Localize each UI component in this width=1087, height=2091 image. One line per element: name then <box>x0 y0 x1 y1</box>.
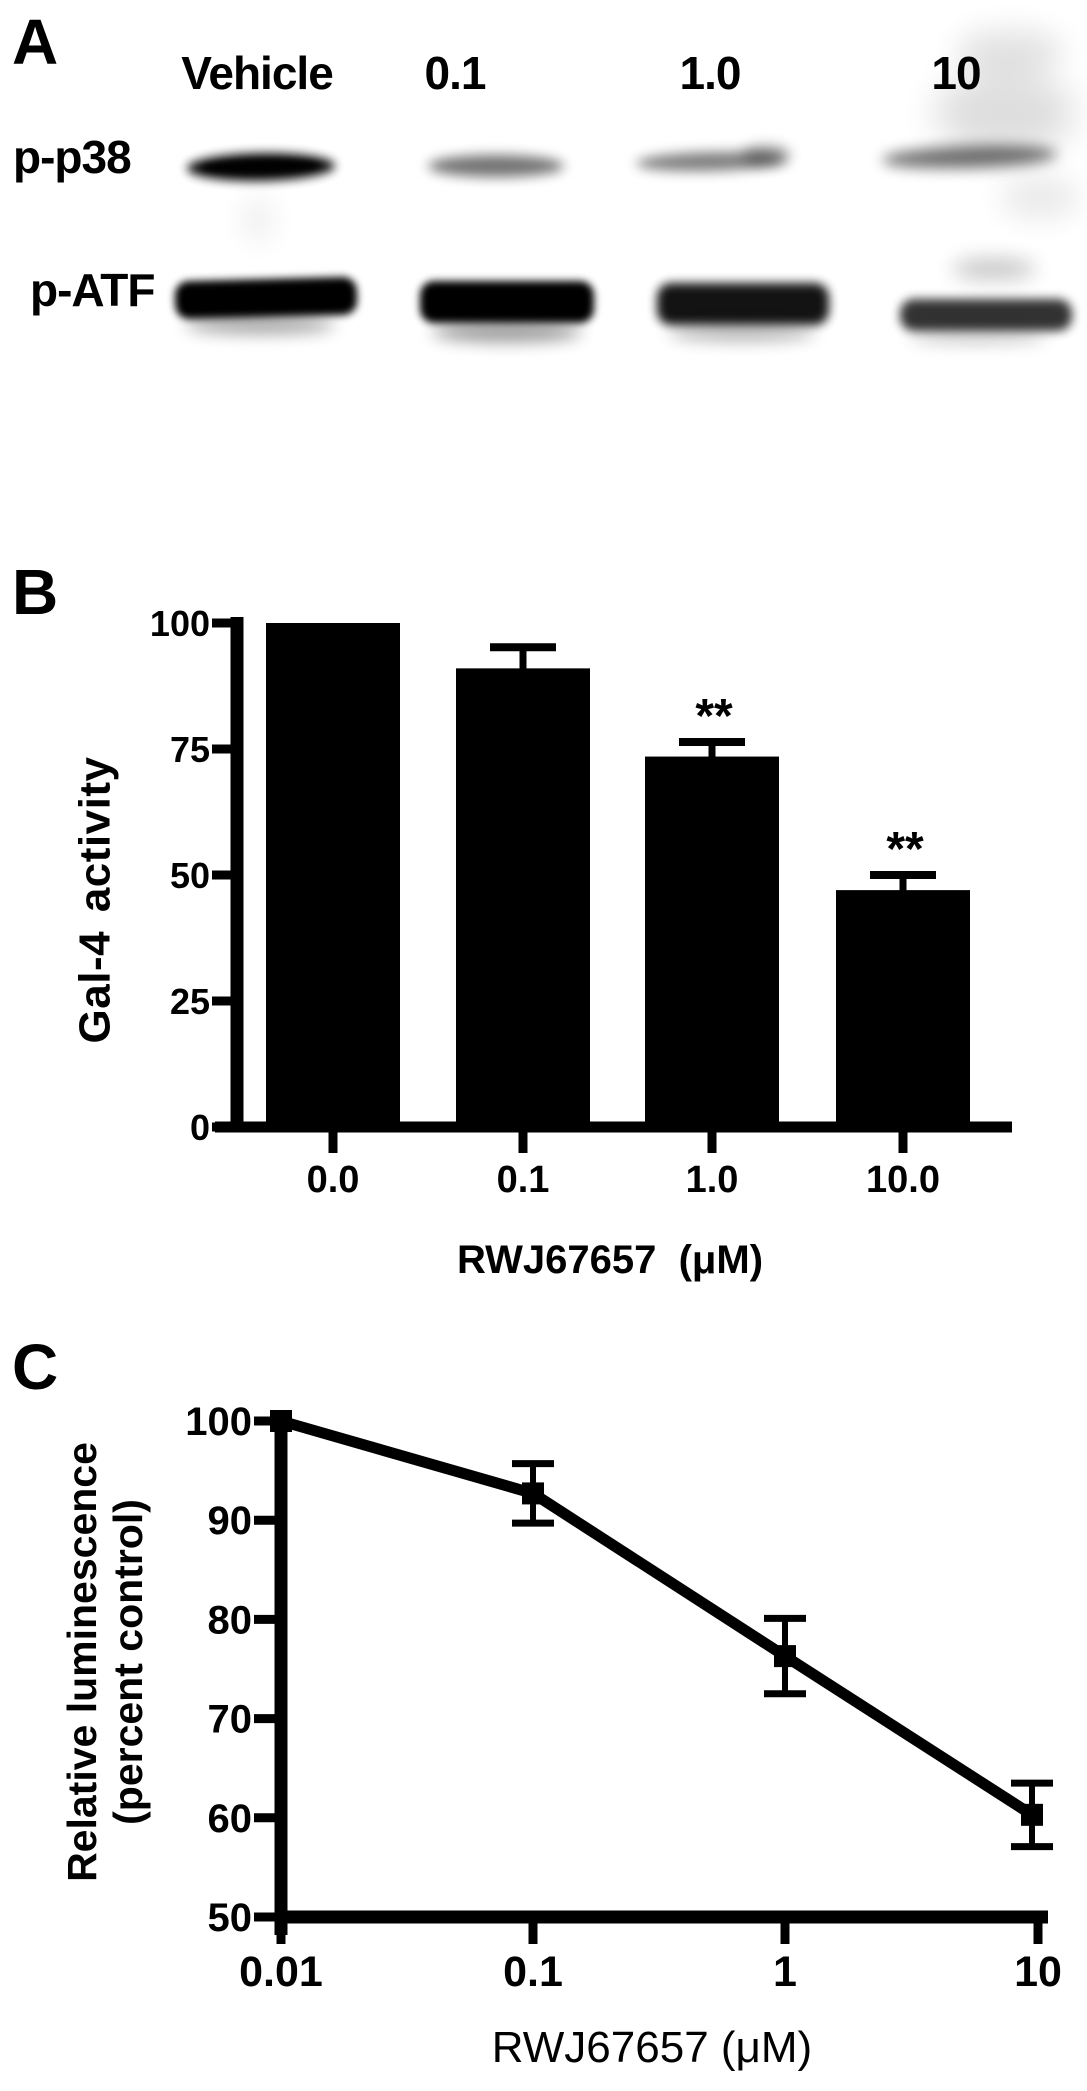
c-x-axis-title: RWJ67657 (μM) <box>491 2023 813 2072</box>
bar-1.0 <box>645 757 779 1130</box>
significance-marker: ** <box>886 823 924 876</box>
b-x-axis-title: RWJ67657 (μM) <box>456 1238 764 1282</box>
panel-b-y-axis-title: Gal-4 activity <box>70 756 120 1044</box>
panel-c-letter: C <box>12 1331 59 1403</box>
c-data-point-0.01 <box>270 1410 292 1432</box>
c-data-point-10 <box>1021 1804 1043 1826</box>
b-x-tick-label: 10.0 <box>866 1159 940 1201</box>
c-y-tick-label: 60 <box>207 1796 252 1841</box>
c-y-tick-label: 50 <box>207 1896 252 1940</box>
c-data-point-1 <box>774 1645 796 1667</box>
lane-label-0-1: 0.1 <box>424 47 486 99</box>
b-y-tick-label: 100 <box>149 603 210 644</box>
c-x-tick-label: 0.1 <box>503 1948 563 1996</box>
panel-b-letter: B <box>12 556 59 628</box>
c-y-tick-label: 100 <box>185 1400 252 1444</box>
row-label-p-p38: p-p38 <box>13 131 131 183</box>
c-data-line <box>281 1421 1032 1815</box>
c-x-tick-label: 1 <box>773 1948 797 1996</box>
b-x-tick-label: 0.0 <box>306 1159 360 1201</box>
c-x-tick-label: 0.01 <box>239 1948 323 1996</box>
bar-10.0 <box>836 890 970 1130</box>
panel-c-y-axis-title-line1: Relative luminescence <box>59 1442 106 1882</box>
significance-marker: ** <box>695 689 733 743</box>
b-y-tick-label: 25 <box>169 981 210 1022</box>
lane-label-1-0: 1.0 <box>679 47 741 99</box>
b-x-tick-label: 1.0 <box>685 1159 739 1201</box>
bar-0.1 <box>456 668 590 1130</box>
c-y-tick-label: 70 <box>207 1697 252 1742</box>
row-label-p-ATF: p-ATF <box>30 264 155 316</box>
b-y-tick-label: 0 <box>189 1107 210 1148</box>
lane-label-vehicle: Vehicle <box>181 47 333 99</box>
panel-c-y-axis-title-line2: (percent control) <box>105 1499 151 1825</box>
b-y-tick-label: 75 <box>169 729 210 770</box>
b-y-tick-label: 50 <box>169 855 210 896</box>
lane-label-10: 10 <box>931 47 981 99</box>
bar-0.0 <box>266 623 400 1130</box>
c-y-tick-label: 90 <box>207 1499 252 1544</box>
c-data-point-0.1 <box>522 1482 544 1504</box>
c-x-tick-label: 10 <box>1014 1948 1062 1996</box>
b-x-tick-label: 0.1 <box>496 1159 550 1201</box>
c-y-tick-label: 80 <box>207 1598 252 1643</box>
panel-a-letter: A <box>12 6 59 78</box>
